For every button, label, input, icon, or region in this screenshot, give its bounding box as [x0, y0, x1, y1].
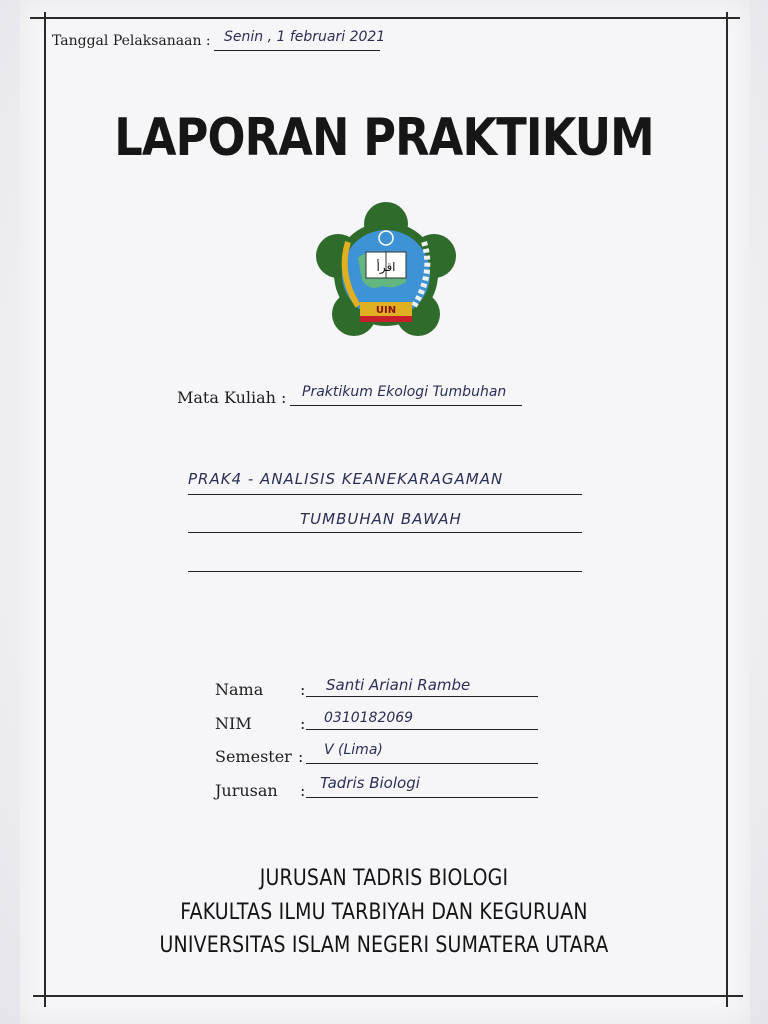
nama-value: Santi Ariani Rambe — [326, 676, 471, 694]
nim-label: NIM — [215, 714, 252, 733]
course-value: Praktikum Ekologi Tumbuhan — [302, 384, 507, 400]
semester-underline — [306, 763, 538, 764]
date-label: Tanggal Pelaksanaan : — [52, 33, 211, 49]
frame-border-top — [30, 17, 740, 19]
footer-department: JURUSAN TADRIS BIOLOGI — [259, 866, 509, 891]
date-value: Senin , 1 februari 2021 — [224, 29, 386, 45]
nim-value: 0310182069 — [324, 710, 414, 726]
course-underline — [290, 405, 522, 406]
frame-border-right — [726, 12, 728, 1007]
jurusan-value: Tadris Biologi — [320, 774, 420, 792]
nama-colon: : — [300, 680, 306, 699]
frame-border-left — [44, 12, 46, 1007]
nama-label: Nama — [215, 680, 264, 699]
nim-colon: : — [300, 714, 306, 733]
topic-underline-3 — [188, 571, 582, 572]
topic-underline-1 — [188, 494, 582, 495]
logo-arabic-text: اقرأ — [376, 260, 396, 274]
semester-colon: : — [298, 747, 304, 766]
page-title: LAPORAN PRAKTIKUM — [114, 108, 654, 168]
footer-university: UNIVERSITAS ISLAM NEGERI SUMATERA UTARA — [159, 933, 609, 958]
jurusan-colon: : — [300, 781, 306, 800]
semester-value: V (Lima) — [324, 742, 383, 758]
logo-caption: UIN — [375, 305, 397, 316]
date-underline — [214, 50, 380, 51]
nama-underline — [306, 696, 538, 697]
jurusan-underline — [306, 797, 538, 798]
frame-border-bottom — [33, 995, 743, 997]
topic-underline-2 — [188, 532, 582, 533]
semester-label: Semester — [215, 747, 292, 766]
topic-line-2: TUMBUHAN BAWAH — [300, 510, 462, 528]
course-label: Mata Kuliah : — [177, 388, 287, 407]
topic-line-1: PRAK4 - ANALISIS KEANEKARAGAMAN — [188, 470, 504, 488]
university-logo — [308, 198, 464, 348]
footer-faculty: FAKULTAS ILMU TARBIYAH DAN KEGURUAN — [180, 900, 588, 925]
jurusan-label: Jurusan — [215, 781, 278, 800]
nim-underline — [306, 729, 538, 730]
